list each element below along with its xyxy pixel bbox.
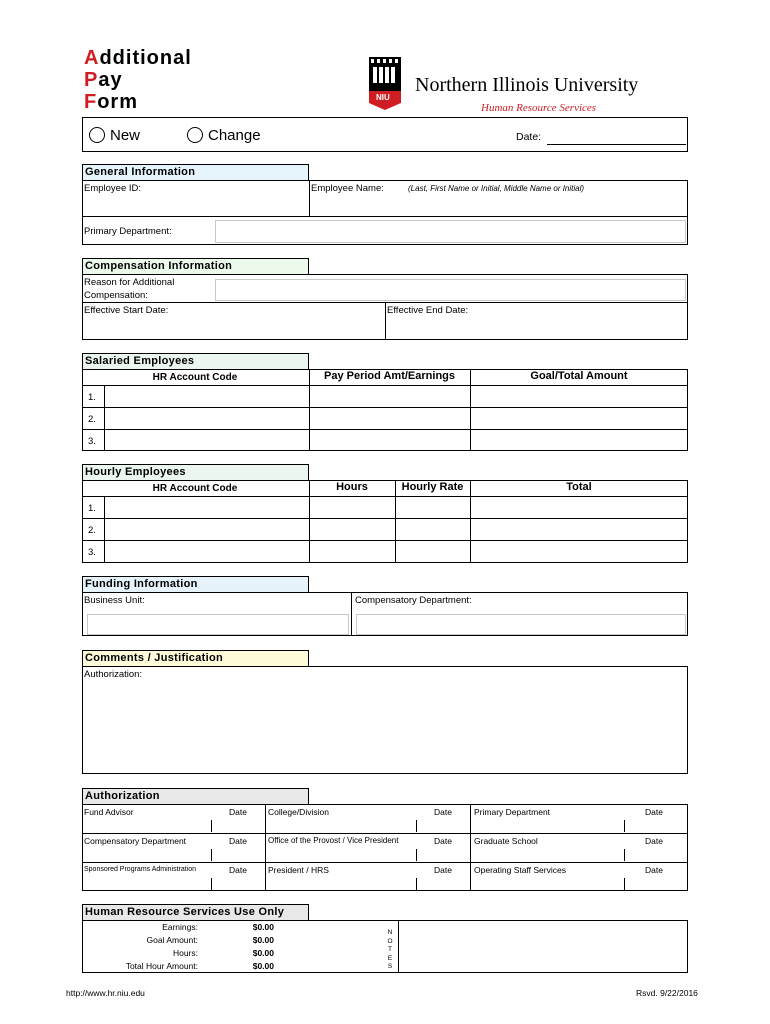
auth-sponsored-programs: Sponsored Programs Administration: [84, 866, 197, 873]
reason-label-1: Reason for Additional: [84, 277, 175, 288]
auth-fund-advisor: Fund Advisor: [84, 807, 134, 817]
auth-graduate-school: Graduate School: [474, 836, 538, 846]
compensation-heading: Compensation Information: [82, 258, 309, 275]
authorization-grid: [82, 804, 688, 891]
notes-label: N O T E S: [387, 929, 393, 970]
reason-input[interactable]: [215, 279, 686, 301]
business-unit-input[interactable]: [87, 614, 349, 635]
funding-heading: Funding Information: [82, 576, 309, 593]
hourly-row-3: 3.: [88, 547, 96, 558]
hourly-row-2: 2.: [88, 525, 96, 536]
auth-date-1-2: Date: [434, 807, 452, 817]
form-type-row: [82, 117, 688, 152]
auth-date-2-3: Date: [645, 836, 663, 846]
comp-dept-label: Compensatory Department:: [355, 595, 472, 606]
auth-operating-staff: Operating Staff Services: [474, 865, 566, 875]
authorization-heading: Authorization: [82, 788, 309, 805]
primary-dept-input[interactable]: [215, 220, 686, 243]
hr-total-hour-label: Total Hour Amount:: [125, 961, 198, 971]
salaried-col-pay: Pay Period Amt/Earnings: [323, 370, 456, 382]
hr-earnings-label: Earnings:: [162, 922, 198, 932]
hourly-col-hours: Hours: [336, 481, 368, 493]
start-date-label: Effective Start Date:: [84, 305, 169, 316]
salaried-row-1: 1.: [88, 392, 96, 403]
auth-provost: Office of the Provost / Vice President: [268, 836, 399, 845]
comments-box[interactable]: [82, 666, 688, 774]
hr-hours-value: $0.00: [252, 948, 274, 958]
hr-earnings-value: $0.00: [252, 922, 274, 932]
university-name: Northern Illinois University: [415, 74, 639, 96]
hr-use-heading: Human Resource Services Use Only: [82, 904, 309, 921]
reason-label-2: Compensation:: [84, 290, 148, 301]
change-label: Change: [208, 127, 261, 144]
employee-name-label: Employee Name:: [311, 183, 384, 194]
end-date-label: Effective End Date:: [387, 305, 469, 316]
form-title: Additional Pay Form: [84, 47, 192, 113]
niu-logo: [366, 55, 404, 111]
employee-name-hint: (Last, First Name or Initial, Middle Name or Initial): [408, 184, 585, 193]
auth-primary-dept: Primary Department: [474, 807, 551, 817]
logo-text: NIU: [376, 93, 390, 102]
hourly-col-total: Total: [566, 481, 592, 493]
auth-date-2-2: Date: [434, 836, 452, 846]
hourly-row-1: 1.: [88, 503, 96, 514]
hr-total-hour-value: $0.00: [252, 961, 274, 971]
auth-president-hrs: President / HRS: [268, 865, 329, 875]
footer-url[interactable]: http://www.hr.niu.edu: [66, 988, 145, 998]
auth-comp-dept: Compensatory Department: [84, 836, 187, 846]
general-info-heading: General Information: [82, 164, 309, 181]
salaried-row-2: 2.: [88, 414, 96, 425]
auth-date-3-3: Date: [645, 865, 663, 875]
hourly-col-account: HR Account Code: [152, 483, 238, 494]
hourly-heading: Hourly Employees: [82, 464, 309, 481]
salaried-row-3: 3.: [88, 436, 96, 447]
comments-heading: Comments / Justification: [82, 650, 309, 667]
auth-date-1-3: Date: [645, 807, 663, 817]
auth-date-3-2: Date: [434, 865, 452, 875]
auth-college-division: College/Division: [268, 807, 329, 817]
date-label: Date:: [516, 131, 542, 143]
comments-authorization-label: Authorization:: [84, 669, 143, 680]
auth-date-3-1: Date: [229, 865, 247, 875]
comp-dept-input[interactable]: [356, 614, 686, 635]
new-label: New: [110, 127, 141, 144]
footer-revised: Rsvd. 9/22/2016: [636, 988, 698, 998]
business-unit-label: Business Unit:: [84, 595, 145, 606]
date-field[interactable]: [547, 144, 686, 145]
hr-goal-label: Goal Amount:: [146, 935, 198, 945]
employee-id-label: Employee ID:: [84, 183, 142, 194]
primary-dept-label: Primary Department:: [84, 226, 172, 237]
auth-date-2-1: Date: [229, 836, 247, 846]
auth-date-1-1: Date: [229, 807, 247, 817]
salaried-col-goal: Goal/Total Amount: [530, 370, 628, 382]
hr-goal-value: $0.00: [252, 935, 274, 945]
change-radio[interactable]: [187, 127, 203, 143]
new-radio[interactable]: [89, 127, 105, 143]
salaried-heading: Salaried Employees: [82, 353, 309, 370]
salaried-col-account: HR Account Code: [152, 372, 238, 383]
department-name: Human Resource Services: [481, 102, 597, 114]
hr-hours-label: Hours:: [172, 948, 198, 958]
hourly-col-rate: Hourly Rate: [401, 481, 464, 493]
